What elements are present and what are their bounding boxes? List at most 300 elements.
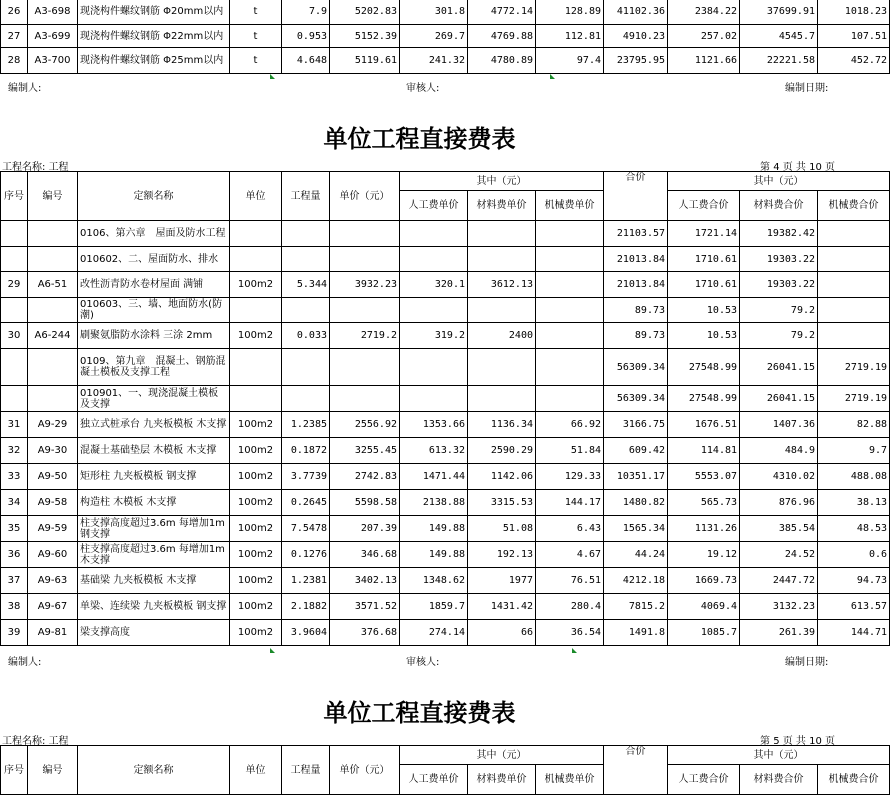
cell-material-total: 19303.22 [740,272,818,298]
cell-labor-total: 1710.61 [668,247,740,272]
cell-price: 2556.92 [330,412,400,438]
cell-labor [400,386,468,412]
cell-material: 4769.88 [468,25,536,48]
table-row [1,594,890,620]
cell-name: 现浇构件螺纹钢筋 Φ20mm以内 [78,0,230,25]
date-label: 编制日期: [785,657,829,668]
cell-machine: 144.17 [536,490,604,516]
cell-price [330,298,400,323]
cell-labor [400,221,468,247]
cell-material-total: 385.54 [740,516,818,542]
cell-marker-icon [550,74,555,79]
cell-name: 混凝土基础垫层 木模板 木支撑 [78,438,230,464]
cell-code: A6-244 [28,323,78,349]
cell-unit: 100m2 [230,620,282,646]
cell-material [468,298,536,323]
table-row [1,323,890,349]
cell-unit: 100m2 [230,323,282,349]
table-row [1,464,890,490]
cell-material-total: 261.39 [740,620,818,646]
cell-material [468,221,536,247]
cell-qty: 1.2381 [282,568,330,594]
cell-material: 2590.29 [468,438,536,464]
cell-code: A9-58 [28,490,78,516]
cell-marker-icon [572,648,577,653]
cell-machine: 66.92 [536,412,604,438]
cell-labor-total: 10.53 [668,298,740,323]
cell-labor-total: 565.73 [668,490,740,516]
cell-qty [282,386,330,412]
cell-material: 2400 [468,323,536,349]
cell-total: 3166.75 [604,412,668,438]
cell-unit [230,386,282,412]
cell-machine-total: 488.08 [818,464,890,490]
cell-total: 4212.18 [604,568,668,594]
cell-unit: t [230,0,282,25]
table-row [1,620,890,646]
cell-seq [1,221,28,247]
cell-machine-total: 0.6 [818,542,890,568]
cell-price [330,247,400,272]
header-code: 编号 [28,172,78,221]
cell-total: 4910.23 [604,25,668,48]
cell-labor-total: 1710.61 [668,272,740,298]
cell-code: A9-81 [28,620,78,646]
cell-total: 89.73 [604,323,668,349]
table-row [1,247,890,272]
cell-machine [536,298,604,323]
table-row [1,386,890,412]
cell-machine: 51.84 [536,438,604,464]
cell-seq: 29 [1,272,28,298]
cell-qty: 3.9604 [282,620,330,646]
table-row [1,25,890,48]
cell-material [468,247,536,272]
cell-seq: 35 [1,516,28,542]
cell-name: 改性沥青防水卷材屋面 满铺 [78,272,230,298]
cell-price: 3932.23 [330,272,400,298]
cell-qty [282,298,330,323]
cell-material-total: 22221.58 [740,48,818,74]
cell-code [28,247,78,272]
date-label: 编制日期: [785,83,829,94]
cell-machine-total: 9.7 [818,438,890,464]
header-of-which-2: 其中（元） [668,746,890,765]
previous-page-table [0,0,890,74]
cell-qty: 0.033 [282,323,330,349]
cell-machine: 4.67 [536,542,604,568]
table-row [1,490,890,516]
cell-material: 1136.34 [468,412,536,438]
header-machine-total: 机械费合价 [818,191,890,221]
cell-seq: 30 [1,323,28,349]
checker-label: 审核人: [406,83,440,94]
cell-code [28,349,78,386]
header-machine: 机械费单价 [536,191,604,221]
cell-total: 44.24 [604,542,668,568]
cell-name: 基础梁 九夹板模板 木支撑 [78,568,230,594]
cell-price: 5152.39 [330,25,400,48]
cell-name: 梁支撑高度 [78,620,230,646]
cell-machine: 76.51 [536,568,604,594]
cell-total: 1491.8 [604,620,668,646]
header-seq: 序号 [1,172,28,221]
cell-material: 3612.13 [468,272,536,298]
cell-price: 2719.2 [330,323,400,349]
cell-code: A9-59 [28,516,78,542]
cell-code: A9-29 [28,412,78,438]
cell-code: A9-63 [28,568,78,594]
cell-material-total: 26041.15 [740,349,818,386]
header-material-total: 材料费合价 [740,191,818,221]
cell-labor-total: 4069.4 [668,594,740,620]
cell-qty: 0.1276 [282,542,330,568]
cell-machine [536,272,604,298]
cell-unit: t [230,25,282,48]
cell-unit: 100m2 [230,438,282,464]
cell-machine-total: 94.73 [818,568,890,594]
cell-machine [536,349,604,386]
cell-machine-total: 613.57 [818,594,890,620]
cell-name: 现浇构件螺纹钢筋 Φ22mm以内 [78,25,230,48]
header-total: 合价 [604,746,668,795]
cell-material-total: 26041.15 [740,386,818,412]
cell-seq: 33 [1,464,28,490]
cell-name: 现浇构件螺纹钢筋 Φ25mm以内 [78,48,230,74]
cell-code [28,221,78,247]
cell-qty: 4.648 [282,48,330,74]
cell-qty: 0.2645 [282,490,330,516]
cell-seq: 26 [1,0,28,25]
cell-qty: 0.953 [282,25,330,48]
cell-name: 柱支撑高度超过3.6m 每增加1m 木支撑 [78,542,230,568]
cell-material: 1977 [468,568,536,594]
cell-price: 5119.61 [330,48,400,74]
header-material-total: 材料费合价 [740,765,818,795]
cell-material-total: 4545.7 [740,25,818,48]
cell-machine-total [818,247,890,272]
cell-machine-total: 107.51 [818,25,890,48]
table-row [1,272,890,298]
cell-labor: 1471.44 [400,464,468,490]
cell-labor: 320.1 [400,272,468,298]
cell-seq: 39 [1,620,28,646]
table-row [1,516,890,542]
cell-labor-total: 257.02 [668,25,740,48]
cell-name: 010602、二、屋面防水、排水 [78,247,230,272]
cell-labor-total: 1669.73 [668,568,740,594]
cell-qty: 5.344 [282,272,330,298]
cell-labor-total: 1721.14 [668,221,740,247]
header-price: 单价（元） [330,172,400,221]
cell-labor: 2138.88 [400,490,468,516]
cell-labor: 319.2 [400,323,468,349]
header-unit: 单位 [230,746,282,795]
cell-seq: 31 [1,412,28,438]
header-of-which: 其中（元） [400,746,604,765]
cell-total: 1480.82 [604,490,668,516]
cell-unit: 100m2 [230,464,282,490]
cell-material-total: 24.52 [740,542,818,568]
cell-price: 207.39 [330,516,400,542]
cell-machine: 97.4 [536,48,604,74]
cell-price: 3255.45 [330,438,400,464]
cell-labor-total: 5553.07 [668,464,740,490]
table-row [1,221,890,247]
cell-total: 89.73 [604,298,668,323]
cell-labor-total: 27548.99 [668,349,740,386]
cell-code [28,386,78,412]
cell-labor-total: 27548.99 [668,386,740,412]
cell-machine-total: 82.88 [818,412,890,438]
cell-unit [230,247,282,272]
cell-seq: 37 [1,568,28,594]
cell-price: 5202.83 [330,0,400,25]
table-row [1,298,890,323]
cell-name: 矩形柱 九夹板模板 钢支撑 [78,464,230,490]
cell-unit: t [230,48,282,74]
cell-machine-total: 144.71 [818,620,890,646]
cell-code: A9-60 [28,542,78,568]
header-unit: 单位 [230,172,282,221]
header-labor-total: 人工费合价 [668,765,740,795]
cell-unit: 100m2 [230,542,282,568]
cell-machine-total [818,272,890,298]
cell-material-total: 484.9 [740,438,818,464]
cell-total: 21103.57 [604,221,668,247]
cell-machine [536,221,604,247]
cell-machine-total [818,323,890,349]
cell-material: 66 [468,620,536,646]
cell-unit [230,298,282,323]
header-labor: 人工费单价 [400,191,468,221]
cell-seq [1,298,28,323]
cell-unit: 100m2 [230,272,282,298]
cell-total: 56309.34 [604,349,668,386]
cell-material: 3315.53 [468,490,536,516]
cell-machine: 6.43 [536,516,604,542]
table-row [1,412,890,438]
cell-machine-total: 1018.23 [818,0,890,25]
cell-name: 010901、一、现浇混凝土模板及支撑 [78,386,230,412]
cell-unit [230,349,282,386]
header-machine-total: 机械费合价 [818,765,890,795]
cell-machine: 280.4 [536,594,604,620]
cell-code [28,298,78,323]
cell-seq [1,386,28,412]
cell-labor: 1353.66 [400,412,468,438]
cell-labor: 1859.7 [400,594,468,620]
cell-price: 3402.13 [330,568,400,594]
cell-total: 609.42 [604,438,668,464]
cell-machine [536,323,604,349]
cell-marker-icon [270,74,275,79]
page-title: 单位工程直接费表 [323,124,516,153]
cell-code: A9-30 [28,438,78,464]
cell-machine-total: 38.13 [818,490,890,516]
cell-machine: 129.33 [536,464,604,490]
cell-qty [282,247,330,272]
cell-machine-total [818,221,890,247]
cell-price [330,349,400,386]
direct-cost-table-next [0,745,890,795]
header-of-which: 其中（元） [400,172,604,191]
header-name: 定额名称 [78,746,230,795]
cell-total: 21013.84 [604,272,668,298]
cell-price: 5598.58 [330,490,400,516]
cell-material [468,386,536,412]
cell-code: A9-50 [28,464,78,490]
cell-machine [536,386,604,412]
cell-material: 192.13 [468,542,536,568]
header-code: 编号 [28,746,78,795]
cell-unit: 100m2 [230,490,282,516]
cell-qty: 7.5478 [282,516,330,542]
cell-machine-total: 48.53 [818,516,890,542]
header-qty: 工程量 [282,746,330,795]
cell-price: 2742.83 [330,464,400,490]
cell-qty: 2.1882 [282,594,330,620]
cell-material-total: 79.2 [740,323,818,349]
cell-seq: 28 [1,48,28,74]
cell-material: 51.08 [468,516,536,542]
cell-labor-total: 19.12 [668,542,740,568]
header-total: 合价 [604,172,668,221]
cell-labor-total: 2384.22 [668,0,740,25]
maker-label: 编制人: [8,657,42,668]
direct-cost-table [0,171,890,646]
cell-name: 刷聚氨脂防水涂料 三涂 2mm [78,323,230,349]
cell-material [468,349,536,386]
cell-labor [400,349,468,386]
cell-price: 376.68 [330,620,400,646]
cell-code: A9-67 [28,594,78,620]
cell-qty: 7.9 [282,0,330,25]
cell-material-total: 1407.36 [740,412,818,438]
cell-qty [282,221,330,247]
cell-labor: 241.32 [400,48,468,74]
cell-labor: 274.14 [400,620,468,646]
header-price: 单价（元） [330,746,400,795]
cell-labor: 1348.62 [400,568,468,594]
cell-labor: 613.32 [400,438,468,464]
header-of-which-2: 其中（元） [668,172,890,191]
header-qty: 工程量 [282,172,330,221]
cell-qty [282,349,330,386]
cell-labor: 149.88 [400,516,468,542]
page-title-next: 单位工程直接费表 [323,698,516,727]
cell-code: A3-700 [28,48,78,74]
header-material: 材料费单价 [468,765,536,795]
project-name: 工程名称: 工程 [2,162,69,173]
cell-unit [230,221,282,247]
cell-machine: 112.81 [536,25,604,48]
table-row [1,349,890,386]
cell-material-total: 37699.91 [740,0,818,25]
cell-labor-total: 1676.51 [668,412,740,438]
header-labor: 人工费单价 [400,765,468,795]
cell-material-total: 4310.02 [740,464,818,490]
cell-name: 0109、第九章 混凝土、钢筋混凝土模板及支撑工程 [78,349,230,386]
cell-labor: 149.88 [400,542,468,568]
header-machine: 机械费单价 [536,765,604,795]
cell-qty: 0.1872 [282,438,330,464]
cell-price [330,221,400,247]
cell-material-total: 2447.72 [740,568,818,594]
cell-seq [1,349,28,386]
cell-code: A3-699 [28,25,78,48]
maker-label: 编制人: [8,83,42,94]
cell-material-total: 19303.22 [740,247,818,272]
cell-machine: 36.54 [536,620,604,646]
header-labor-total: 人工费合价 [668,191,740,221]
cell-price [330,386,400,412]
cell-price: 3571.52 [330,594,400,620]
project-name-next: 工程名称: 工程 [2,736,69,747]
page-info-next: 第 5 页 共 10 页 [760,736,835,747]
cell-labor-total: 1131.26 [668,516,740,542]
cell-labor: 301.8 [400,0,468,25]
cell-seq: 32 [1,438,28,464]
cell-machine: 128.89 [536,0,604,25]
cell-total: 21013.84 [604,247,668,272]
cell-total: 23795.95 [604,48,668,74]
cell-seq: 36 [1,542,28,568]
cell-name: 构造柱 木模板 木支撑 [78,490,230,516]
cell-material-total: 79.2 [740,298,818,323]
cell-labor-total: 10.53 [668,323,740,349]
cell-labor-total: 114.81 [668,438,740,464]
cell-marker-icon [270,648,275,653]
cell-name: 010603、三、墙、地面防水(防潮) [78,298,230,323]
cell-material-total: 876.96 [740,490,818,516]
cell-labor: 269.7 [400,25,468,48]
cell-name: 单梁、连续梁 九夹板模板 钢支撑 [78,594,230,620]
table-row [1,48,890,74]
header-name: 定额名称 [78,172,230,221]
cell-seq [1,247,28,272]
cell-code: A3-698 [28,0,78,25]
cell-machine-total [818,298,890,323]
header-material: 材料费单价 [468,191,536,221]
checker-label: 审核人: [406,657,440,668]
table-row [1,0,890,25]
cell-machine-total: 452.72 [818,48,890,74]
cell-seq: 38 [1,594,28,620]
cell-labor [400,247,468,272]
cell-material: 1431.42 [468,594,536,620]
cell-total: 41102.36 [604,0,668,25]
cell-seq: 27 [1,25,28,48]
cell-total: 56309.34 [604,386,668,412]
cell-unit: 100m2 [230,412,282,438]
cell-unit: 100m2 [230,516,282,542]
cell-qty: 3.7739 [282,464,330,490]
cell-unit: 100m2 [230,594,282,620]
cell-qty: 1.2385 [282,412,330,438]
cell-labor [400,298,468,323]
cell-name: 独立式桩承台 九夹板模板 木支撑 [78,412,230,438]
header-seq: 序号 [1,746,28,795]
cell-seq: 34 [1,490,28,516]
table-row [1,438,890,464]
cell-labor-total: 1085.7 [668,620,740,646]
cell-labor-total: 1121.66 [668,48,740,74]
cell-total: 1565.34 [604,516,668,542]
cell-code: A6-51 [28,272,78,298]
cell-machine-total: 2719.19 [818,349,890,386]
cell-name: 0106、第六章 屋面及防水工程 [78,221,230,247]
